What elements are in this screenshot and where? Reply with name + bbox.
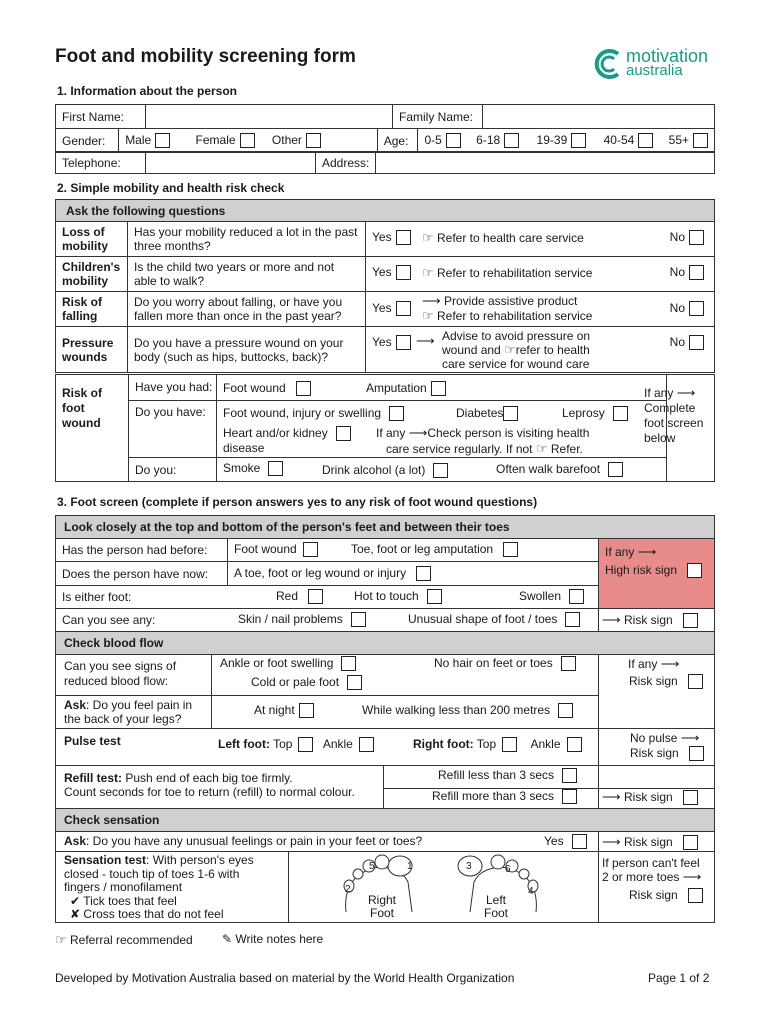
legend-notes: Write notes here [235,932,324,946]
had-before-label: Has the person had before: [62,543,208,557]
pressure-no-checkbox[interactable] [689,335,704,350]
pressure-wounds-question: Do you have a pressure wound on your body (such as hips, buttocks, back)? [128,327,366,373]
high-risk-checkbox[interactable] [687,563,702,578]
cant-feel-text-1: If person can't feel [602,856,700,870]
pulse-risk-label: Risk sign [630,746,679,760]
refill-less-checkbox[interactable] [562,768,577,783]
referral-hand-icon: ☞ [422,230,434,245]
left-foot-label-2: Foot [484,906,509,920]
left-ankle-label: Ankle [322,737,353,751]
family-name-input[interactable] [483,105,715,129]
arrow-right-icon: ⟶ [602,834,621,849]
left-foot-label: Left foot: [218,737,270,751]
refill-less-label: Refill less than 3 secs [438,768,555,782]
telephone-input[interactable] [146,152,316,174]
pressure-no-label: No [669,335,685,349]
if-any-high-label: If any [605,545,635,559]
signs-label-2: reduced blood flow: [64,674,169,688]
ask-questions-header: Ask the following questions [56,200,715,222]
complete-label-2: foot screen [644,416,704,430]
toe-wound-checkbox[interactable] [416,566,431,581]
have-you-had-label: Have you had: [135,380,213,394]
gender-age-table [55,128,715,153]
referral-hand-icon: ☞ [535,441,548,456]
no-hair-label: No hair on feet or toes [434,656,553,670]
loss-yes-checkbox[interactable] [396,230,411,245]
complete-label-1: Complete [644,401,696,415]
if-any-label: If any [376,426,406,440]
feel-risk-checkbox[interactable] [683,835,698,850]
risk-check-table [55,199,715,373]
left-toe-4: 4 [528,886,534,897]
address-input[interactable] [376,152,715,174]
sensation-text-3: fingers / monofilament [64,880,183,894]
fall-referral-1: Provide assistive product [443,294,578,308]
blood-flow-header: Check blood flow [56,632,714,654]
have-now-label: Does the person have now: [62,567,209,581]
cold-pale-checkbox[interactable] [347,675,362,690]
gender-male-checkbox[interactable] [155,133,170,148]
loss-referral-text: Refer to health care service [437,231,584,245]
age-option-0: 0-5 [424,132,442,147]
toe-wound-label: A toe, foot or leg wound or injury [234,566,407,580]
loss-mobility-question: Has your mobility reduced a lot in the past three months? [128,222,366,257]
children-mobility-label: Children's mobility [56,257,128,292]
logo-icon [592,48,624,80]
gender-female-label: Female [195,132,236,147]
feel-risk-label: Risk sign [623,835,673,849]
sensation-text-1: : With person's eyes [146,853,254,867]
legend-referral: Referral recommended [70,933,193,947]
left-toe-3: 3 [466,861,472,872]
sensation-header: Check sensation [56,809,714,831]
child-referral-text: Refer to rehabilitation service [437,266,593,280]
right-foot-label: Right foot: [413,737,474,751]
heart-kidney-label: Heart and/or kidney [223,426,328,440]
right-toe-1: 1 [407,861,413,872]
ask-feel-bold: Ask [64,834,87,848]
do-you-label: Do you: [135,463,177,477]
red-checkbox[interactable] [308,589,323,604]
children-mobility-question: Is the child two years or more and not able to walk? [128,257,366,292]
age-option-4: 55+ [668,132,689,147]
arrow-right-icon: ⟶ [408,425,428,440]
fall-yes-label: Yes [372,301,392,315]
pressure-referral-3: care service for wound care [442,357,590,371]
referral-hand-icon: ☞ [422,265,434,280]
amputation-checkbox[interactable] [431,381,446,396]
toe-amputation-label: Toe, foot or leg amputation [351,542,494,556]
gender-other-checkbox[interactable] [306,133,321,148]
ask-feel-text: : Do you have any unusual feelings or pain in your feet or toes? [86,834,423,848]
walking-checkbox[interactable] [558,703,573,718]
referral-hand-icon: ☞ [504,342,516,357]
leprosy-checkbox[interactable] [613,406,628,421]
arrow-right-icon: ⟶ [680,730,700,745]
age-6-18-checkbox[interactable] [504,133,519,148]
blood-risk-checkbox[interactable] [688,674,703,689]
gender-label: Gender: [56,129,119,153]
unusual-shape-checkbox[interactable] [565,612,580,627]
sensation-risk-label: Risk sign [629,888,678,902]
contact-table [55,151,715,174]
cross-icon: ✘ [70,907,81,921]
right-toe-5: 5 [369,861,375,872]
age-19-39-checkbox[interactable] [571,133,586,148]
pulse-risk-checkbox[interactable] [689,746,704,761]
drink-checkbox[interactable] [433,463,448,478]
arrow-right-icon: ⟶ [637,544,657,559]
care-regularly-text: care service regularly. If not [386,442,533,456]
page-title: Foot and mobility screening form [55,46,356,67]
leprosy-label: Leprosy [562,406,605,420]
fs-foot-wound-label: Foot wound [234,542,297,556]
ankle-swelling-label: Ankle or foot swelling [220,656,334,670]
loss-no-label: No [669,230,685,244]
sensation-test-bold: Sensation test [64,853,147,867]
person-info-table [55,104,715,129]
ask-pain-text-1: : Do you feel pain in [86,698,193,712]
pressure-referral-1: Advise to avoid pressure on [442,329,591,343]
either-foot-label: Is either foot: [62,590,132,604]
loss-mobility-label: Loss of mobility [56,222,128,257]
left-top-checkbox[interactable] [298,737,313,752]
blood-risk-label: Risk sign [629,674,678,688]
first-name-label: First Name: [56,105,146,129]
telephone-label: Telephone: [56,152,146,174]
refill-more-label: Refill more than 3 secs [432,789,555,803]
cross-text: Cross toes that do not feel [83,907,224,921]
pressure-wounds-label: Pressure wounds [56,327,128,373]
tick-icon: ✔ [70,893,81,908]
pressure-yes-label: Yes [372,335,392,349]
see-any-risk-label: Risk sign [623,613,673,627]
risk-falling-label: Risk of falling [56,292,128,327]
pencil-icon: ✎ [222,932,233,946]
check-visiting-text: Check person is visiting health [427,426,590,440]
arrow-right-icon: ⟶ [660,656,680,671]
pressure-yes-checkbox[interactable] [396,335,411,350]
right-ankle-label: Ankle [530,737,561,751]
family-name-label: Family Name: [393,105,483,129]
left-top-label: Top [273,737,293,751]
unusual-shape-label: Unusual shape of foot / toes [408,612,558,626]
age-option-3: 40-54 [603,132,635,147]
fall-no-label: No [669,301,685,315]
pressure-referral-2a: wound and [442,343,501,357]
look-closely-header: Look closely at the top and bottom of the person's feet and between their toes [56,516,714,538]
skin-problems-checkbox[interactable] [351,612,366,627]
first-name-input[interactable] [146,105,393,129]
right-top-label: Top [476,737,497,751]
arrow-right-icon: ⟶ [676,385,696,400]
sensation-text-2: closed - touch tip of toes 1-6 with [64,866,240,881]
fall-yes-checkbox[interactable] [396,301,411,316]
high-risk-panel [598,539,714,608]
swollen-checkbox[interactable] [569,589,584,604]
at-night-checkbox[interactable] [299,703,314,718]
red-label: Red [276,589,299,603]
pulse-test-label: Pulse test [64,734,121,748]
arrow-right-icon: ⟶ [602,612,621,627]
hot-checkbox[interactable] [427,589,442,604]
skin-problems-label: Skin / nail problems [238,612,343,626]
age-0-5-checkbox[interactable] [446,133,461,148]
child-yes-label: Yes [372,265,392,279]
left-ankle-checkbox[interactable] [359,737,374,752]
foot-wound-risk-label: Risk of foot wound [62,386,103,430]
feel-yes-label: Yes [544,834,564,848]
gender-other-label: Other [271,132,302,147]
refill-test-bold: Refill test: [64,771,123,785]
ask-pain-bold: Ask [64,698,87,712]
amputation-label: Amputation [366,381,427,395]
diabetes-checkbox[interactable] [503,406,518,421]
swollen-label: Swollen [519,589,562,603]
cold-pale-label: Cold or pale foot [251,675,340,689]
left-foot-label-1: Left [486,893,507,907]
cant-feel-text-2: 2 or more toes [602,870,680,884]
section1-heading: 1. Information about the person [57,84,238,98]
foot-injury-label: Foot wound, injury or swelling [223,406,382,420]
sensation-risk-checkbox[interactable] [688,888,703,903]
right-foot-label-2: Foot [370,906,395,920]
no-hair-checkbox[interactable] [561,656,576,671]
age-55-plus-checkbox[interactable] [693,133,708,148]
tick-text: Tick toes that feel [83,893,177,908]
fall-referral-2: Refer to rehabilitation service [437,309,593,323]
toe-amputation-checkbox[interactable] [503,542,518,557]
high-risk-label: High risk sign [605,563,678,577]
right-top-checkbox[interactable] [502,737,517,752]
page-number: Page 1 of 2 [648,971,710,985]
see-any-risk-checkbox[interactable] [683,613,698,628]
child-no-checkbox[interactable] [689,265,704,280]
ankle-swelling-checkbox[interactable] [341,656,356,671]
left-toe-6: 6 [505,864,511,875]
right-toe-2: 2 [345,884,351,895]
motivation-australia-logo [592,46,722,82]
right-ankle-checkbox[interactable] [567,737,582,752]
age-40-54-checkbox[interactable] [638,133,653,148]
at-night-label: At night [254,703,295,717]
footer-credit: Developed by Motivation Australia based on material by the World Health Organization [55,971,515,985]
address-label: Address: [316,152,376,174]
smoke-label: Smoke [223,461,261,475]
refill-risk-label: Risk sign [623,790,673,804]
if-any-complete-label: If any [644,386,674,400]
refill-text-2: Count seconds for toe to return (refill) to normal colour. [64,785,355,799]
barefoot-checkbox[interactable] [608,462,623,477]
if-any-blood-label: If any [628,657,658,671]
arrow-right-icon: ⟶ [602,789,621,804]
had-foot-wound-label: Foot wound [223,381,286,395]
no-pulse-label: No pulse [630,731,678,745]
logo-line1: motivation [626,46,709,66]
age-option-1: 6-18 [476,132,501,147]
had-foot-wound-checkbox[interactable] [296,381,311,396]
age-label: Age: [377,129,418,153]
drink-label: Drink alcohol (a lot) [322,463,426,477]
see-any-label: Can you see any: [62,613,156,627]
arrow-right-icon: ⟶ [416,333,435,348]
right-foot-label-1: Right [368,893,397,907]
gender-female-checkbox[interactable] [240,133,255,148]
signs-label-1: Can you see signs of [64,659,177,673]
referral-hand-icon: ☞ [422,308,434,323]
child-no-label: No [669,265,685,279]
heart-kidney-label-2: disease [223,441,265,456]
hot-label: Hot to touch [354,589,419,603]
walking-label: While walking less than 200 metres [362,703,551,717]
do-you-have-label: Do you have: [135,405,206,419]
section2-heading: 2. Simple mobility and health risk check [57,181,285,195]
feel-yes-checkbox[interactable] [572,834,587,849]
heart-kidney-checkbox[interactable] [336,426,351,441]
foot-screen-block [55,515,715,923]
age-option-2: 19-39 [536,132,568,147]
fs-foot-wound-checkbox[interactable] [303,542,318,557]
refill-text-1: Push end of each big toe firmly. [122,771,293,785]
smoke-checkbox[interactable] [268,461,283,476]
foot-wound-risk-block [55,374,715,482]
risk-falling-question: Do you worry about falling, or have you fallen more than once in the past year? [128,292,366,327]
loss-no-checkbox[interactable] [689,230,704,245]
logo-line2: australia [626,62,683,79]
referral-hand-icon: ☞ [55,932,67,947]
foot-injury-checkbox[interactable] [389,406,404,421]
child-yes-checkbox[interactable] [396,265,411,280]
arrow-right-icon: ⟶ [682,869,702,884]
ask-pain-text-2: the back of your legs? [64,712,182,726]
loss-yes-label: Yes [372,230,392,244]
refill-risk-checkbox[interactable] [683,790,698,805]
complete-label-3: below [644,431,676,445]
diabetes-label: Diabetes [456,406,504,420]
refill-more-checkbox[interactable] [562,789,577,804]
arrow-right-icon: ⟶ [422,293,441,308]
barefoot-label: Often walk barefoot [496,462,601,476]
gender-male-label: Male [125,132,152,147]
pressure-referral-2b: refer to health [515,343,590,357]
section3-heading: 3. Foot screen (complete if person answers yes to any risk of foot wound questions) [57,495,538,509]
fall-no-checkbox[interactable] [689,301,704,316]
refer-text: Refer. [550,442,583,456]
